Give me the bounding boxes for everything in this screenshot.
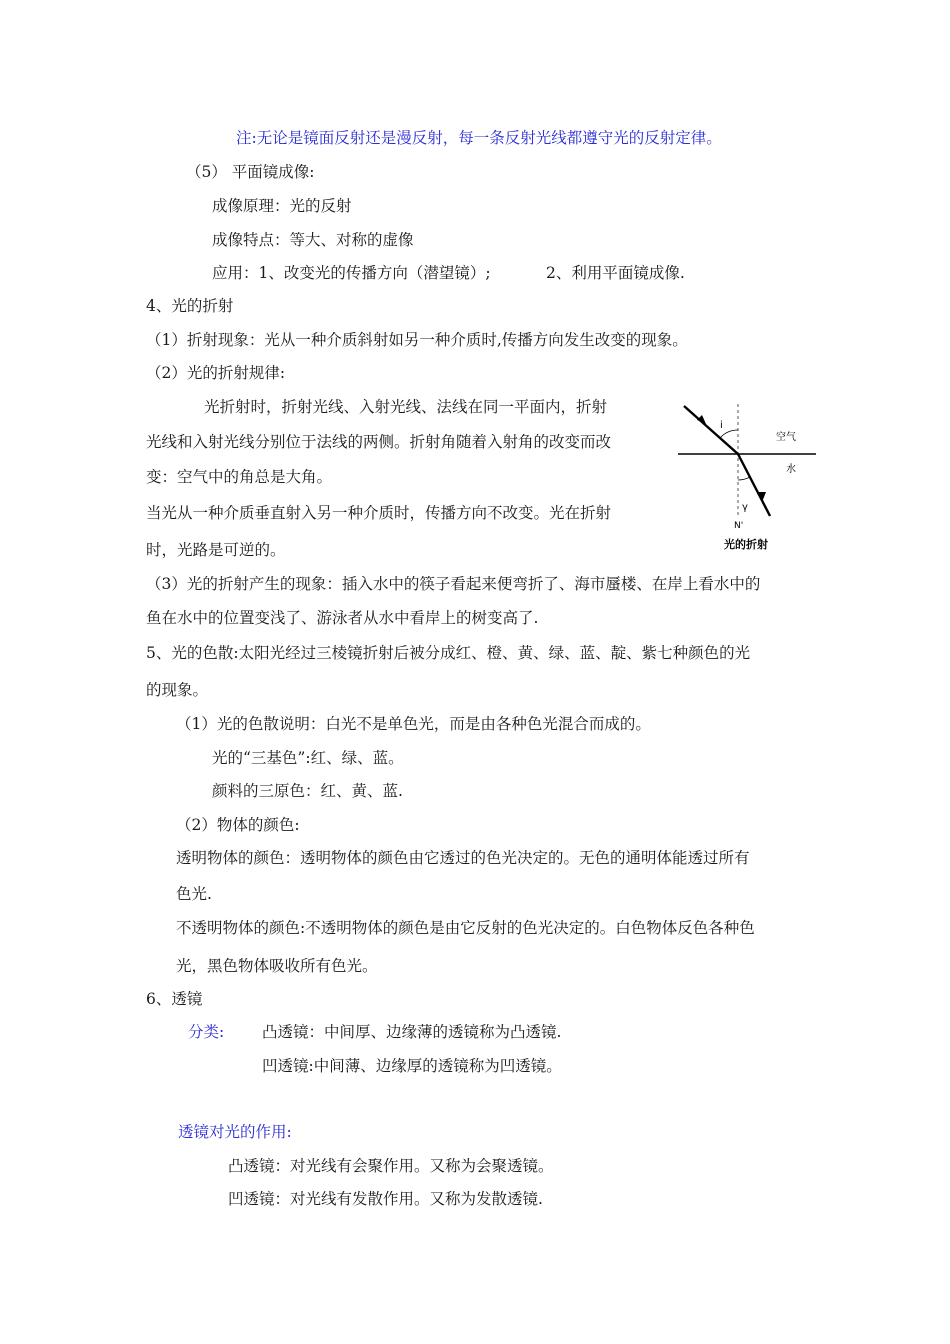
note-reflection-law: 注:无论是镜面反射还是漫反射，每一条反射光线都遵守光的反射定律。 <box>236 129 722 147</box>
incident-angle-arc <box>720 430 738 438</box>
refraction-phenomena-line-2: 鱼在水中的位置变浅了、游泳者从水中看岸上的树变高了. <box>146 609 539 627</box>
heading-refraction: 4、光的折射 <box>146 297 234 315</box>
heading-lens: 6、透镜 <box>146 990 203 1008</box>
refraction-phenomena-line-1: （3）光的折射产生的现象：插入水中的筷子看起来便弯折了、海市蜃楼、在岸上看水中的 <box>146 575 761 593</box>
refraction-law-title: （2）光的折射规律: <box>146 364 286 382</box>
lens-classification-label: 分类: <box>188 1023 225 1041</box>
dispersion-line-2: 的现象。 <box>146 681 209 699</box>
refraction-diagram <box>676 400 816 560</box>
refraction-law-line-5: 时，光路是可逆的。 <box>146 541 286 559</box>
plane-mirror-application-2: 2、利用平面镜成像. <box>546 264 685 282</box>
refraction-phenomenon: （1）折射现象：光从一种介质斜射如另一种介质时,传播方向发生改变的现象。 <box>146 331 688 349</box>
plane-mirror-application-1: 应用：1、改变光的传播方向（潜望镜）; <box>212 264 491 282</box>
transparent-color-line-2: 色光. <box>176 885 212 903</box>
air-label: 空气 <box>776 432 796 443</box>
opaque-color-line-1: 不透明物体的颜色:不透明物体的颜色是由它反射的色光决定的。白色物体反色各种色 <box>176 919 755 937</box>
refraction-law-line-2: 光线和入射光线分别位于法线的两侧。折射角随着入射角的改变而改 <box>146 433 612 451</box>
diagram-caption: 光的折射 <box>724 538 768 551</box>
angle-i-label: i <box>720 420 723 431</box>
refraction-law-line-1: 光折射时，折射光线、入射光线、法线在同一平面内，折射 <box>204 398 608 416</box>
three-primary-pigments: 颜料的三原色：红、黄、蓝. <box>212 782 403 800</box>
water-label: 水 <box>786 464 796 475</box>
lens-effect-title: 透镜对光的作用: <box>178 1123 292 1141</box>
object-color-title: （2）物体的颜色: <box>176 816 300 834</box>
incident-ray <box>684 406 738 454</box>
refraction-angle-arc <box>738 477 750 480</box>
three-primary-lights: 光的“三基色”:红、绿、蓝。 <box>212 749 404 767</box>
section-5-title: （5） 平面镜成像: <box>186 163 315 181</box>
refraction-law-line-4: 当光从一种介质垂直射入另一种介质时，传播方向不改变。光在折射 <box>146 504 612 522</box>
opaque-color-line-2: 光，黑色物体吸收所有色光。 <box>176 957 378 975</box>
concave-lens-effect: 凹透镜：对光线有发散作用。又称为发散透镜. <box>228 1190 543 1208</box>
angle-r-label: γ <box>742 502 748 513</box>
transparent-color-line-1: 透明物体的颜色：透明物体的颜色由它透过的色光决定的。无色的通明体能透过所有 <box>176 849 750 867</box>
normal-label: N' <box>734 521 744 531</box>
convex-lens-definition: 凸透镜：中间厚、边缘薄的透镜称为凸透镜. <box>262 1023 562 1041</box>
plane-mirror-feature: 成像特点：等大、对称的虚像 <box>212 231 414 249</box>
refraction-law-line-3: 变：空气中的角总是大角。 <box>146 468 333 486</box>
dispersion-explanation: （1）光的色散说明：白光不是单色光，而是由各种色光混合而成的。 <box>176 715 651 733</box>
concave-lens-definition: 凹透镜:中间薄、边缘厚的透镜称为凹透镜。 <box>262 1057 562 1075</box>
dispersion-line-1: 5、光的色散:太阳光经过三棱镜折射后被分成红、橙、黄、绿、蓝、靛、紫七种颜色的光 <box>146 644 751 662</box>
plane-mirror-principle: 成像原理：光的反射 <box>212 197 352 215</box>
convex-lens-effect: 凸透镜：对光线有会聚作用。又称为会聚透镜。 <box>228 1157 554 1175</box>
